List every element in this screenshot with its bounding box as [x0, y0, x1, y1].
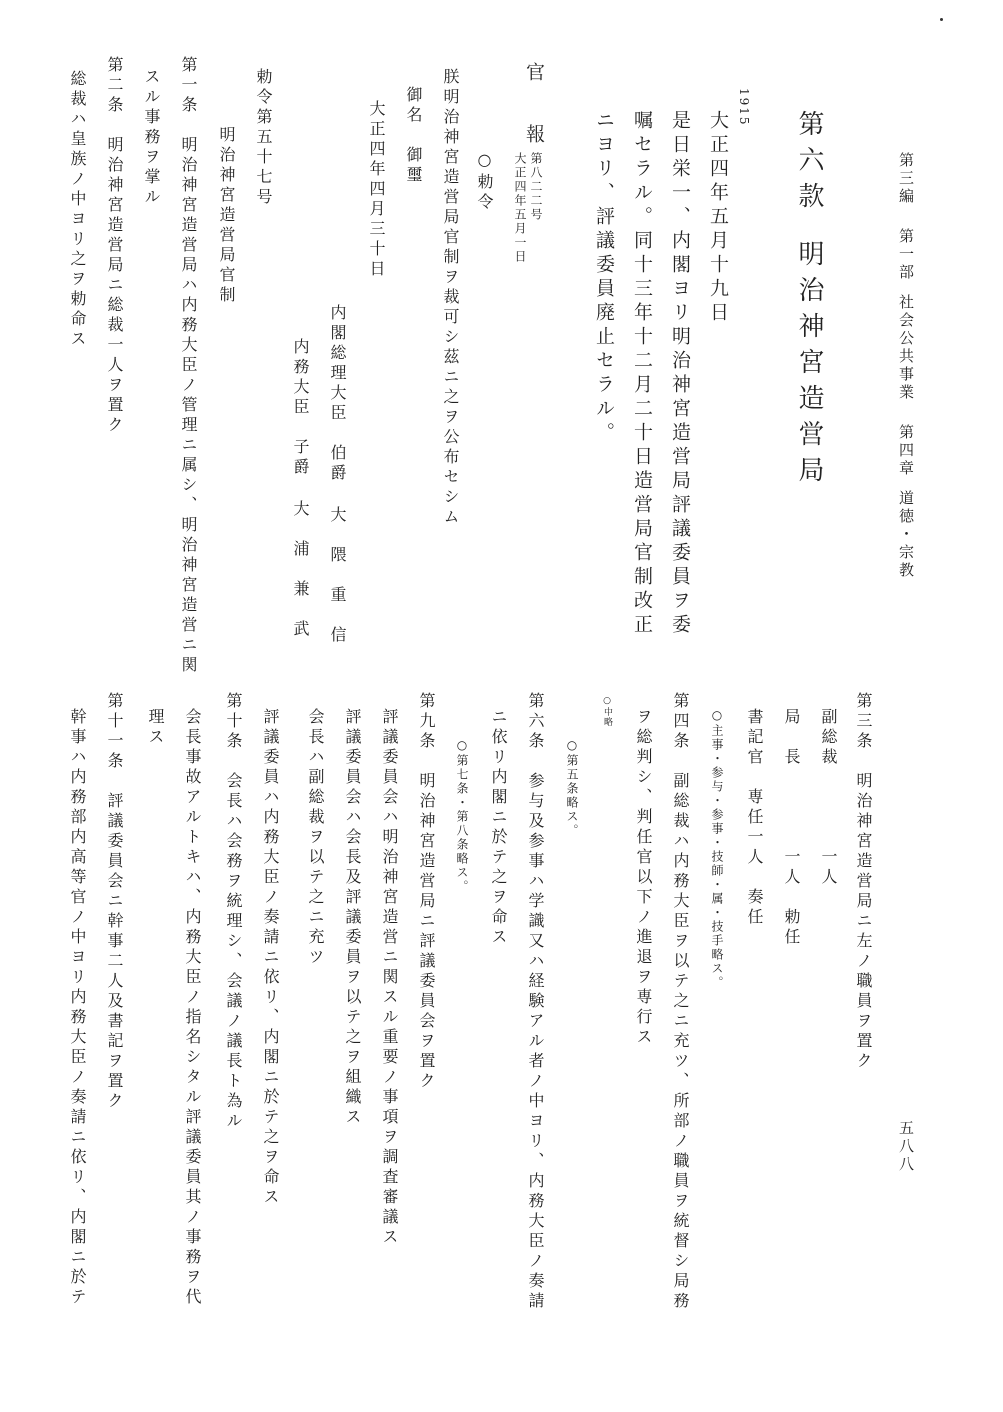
page-dot [940, 18, 943, 21]
signer1-name: 大 隈 重 信 [328, 506, 347, 646]
article-body-line: 嘱セラル。同十三年十二月二十日造営局官制改正 [631, 110, 653, 638]
article-date: 大正四年五月十九日 [707, 110, 729, 326]
art10-line: 会長事故アルトキハ、内務大臣ノ指名シタル評議委員其ノ事務ヲ代 [183, 708, 202, 1308]
art11-line: 幹事ハ内務部内高等官ノ中ヨリ内務大臣ノ奏請ニ依リ、内閣ニ於テ [68, 708, 87, 1308]
omission-mid: ○中略 [602, 696, 612, 727]
art9-line: 評議委員会ハ会長及評議委員ヲ以テ之ヲ組織ス [343, 708, 362, 1128]
decree-title: 明治神宮造営局官制 [217, 126, 236, 306]
article-heading-num: 第六款 [794, 110, 824, 218]
omission-note: ○主事・参与・参事・技師・属・技手略ス。 [710, 708, 724, 990]
running-header [898, 152, 913, 580]
gazette-issue-date: 大正四年五月一日 [513, 152, 527, 264]
header-chapter: 第四章 [897, 424, 915, 478]
year-note: 1915 [737, 88, 751, 127]
gazette-issue-no: 第八二二号 [529, 152, 543, 222]
signed-date: 大正四年四月三十日 [367, 100, 386, 280]
art1-line: 第一条 明治神宮造営局ハ内務大臣ノ管理ニ属シ、明治神宮造営ニ関 [179, 56, 198, 676]
art9-line: 評議委員会ハ明治神宮造営ニ関スル重要ノ事項ヲ調査審議ス [380, 708, 399, 1248]
header-part: 第三編 [897, 152, 915, 206]
art6-line: ニ依リ内閣ニ於テ之ヲ命ス [489, 708, 508, 948]
article-body-line: 是日栄一、内閣ヨリ明治神宮造営局評議委員ヲ委 [669, 110, 691, 638]
art3-line: 第三条 明治神宮造営局ニ左ノ職員ヲ置ク [854, 692, 873, 1072]
gazette-name: 官 報 [523, 62, 545, 155]
omission-note: ○第七条・第八条略ス。 [455, 738, 469, 894]
imperial-seal: 御名 御璽 [404, 86, 423, 186]
art4-line: ヲ総判シ、判任官以下ノ進退ヲ専行ス [634, 708, 653, 1048]
header-section: 第一部 [897, 228, 915, 282]
staff-line: 局 長 一人 勅任 [782, 708, 801, 948]
decree-no: 勅令第五十七号 [254, 68, 273, 208]
art2-line: 総裁ハ皇族ノ中ヨリ之ヲ勅命ス [68, 70, 87, 350]
art9-line: 第九条 明治神宮造営局ニ評議委員会ヲ置ク [417, 692, 436, 1092]
decree-mark: ○勅令 [475, 150, 494, 213]
signer1 [329, 304, 345, 646]
signer2-name: 大 浦 兼 武 [291, 500, 310, 640]
staff-line: 副総裁 一人 [819, 708, 838, 888]
art11-line: 第十一条 評議委員会ニ幹事二人及書記ヲ置ク [105, 692, 124, 1112]
omission-note: ○第五条略ス。 [565, 738, 579, 838]
article-body-line: ニヨリ、評議委員廃止セラル。 [593, 110, 615, 446]
art1-line: スル事務ヲ掌ル [142, 68, 161, 208]
signer2 [292, 338, 308, 640]
art10-line: 理ス [146, 708, 165, 748]
page-number: 五八八 [897, 1120, 915, 1174]
art9-line: 評議委員ハ内務大臣ノ奏請ニ依リ、内閣ニ於テ之ヲ命ス [261, 708, 280, 1208]
art4-line: 第四条 副総裁ハ内務大臣ヲ以テ之ニ充ツ、所部ノ職員ヲ統督シ局務 [671, 692, 690, 1312]
header-chapter-title: 道徳・宗教 [897, 490, 915, 580]
art6-line: 第六条 参与及参事ハ学識又ハ経験アル者ノ中ヨリ、内務大臣ノ奏請 [526, 692, 545, 1312]
art2-line: 第二条 明治神宮造営局ニ総裁一人ヲ置ク [105, 56, 124, 436]
staff-line: 書記官 専任一人 奏任 [745, 708, 764, 928]
signer1-title: 内閣総理大臣 伯爵 [328, 304, 347, 484]
article-heading-title: 明治神宮造営局 [794, 240, 824, 492]
art9-line: 会長ハ副総裁ヲ以テ之ニ充ツ [306, 708, 325, 968]
signer2-title: 内務大臣 子爵 [291, 338, 310, 478]
art10-line: 第十条 会長ハ会務ヲ統理シ、会議ノ議長ト為ル [224, 692, 243, 1132]
header-section-title: 社会公共事業 [897, 294, 915, 402]
article-heading [796, 110, 822, 492]
promulgation: 朕明治神宮造営局官制ヲ裁可シ茲ニ之ヲ公布セシム [441, 68, 460, 528]
